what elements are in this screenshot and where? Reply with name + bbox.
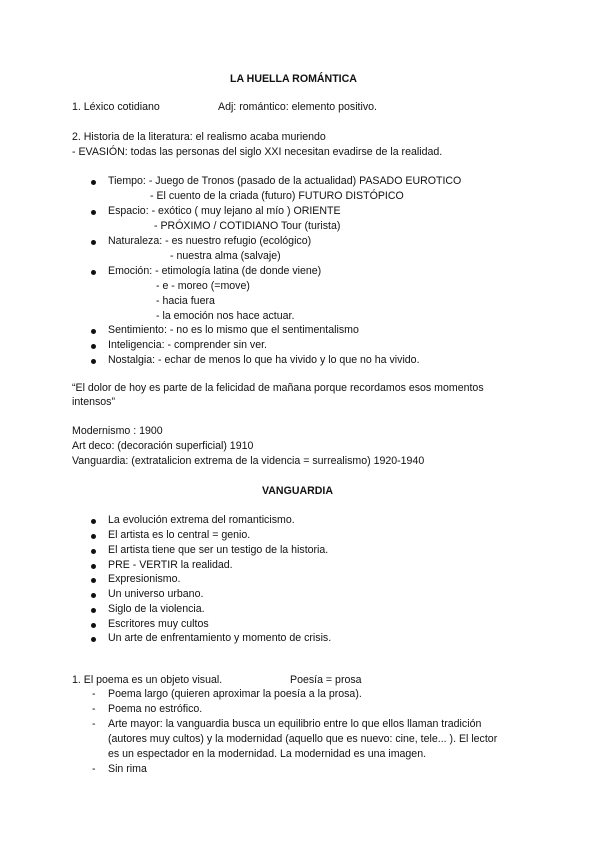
bullet-icon — [91, 637, 96, 642]
bullet-icon — [91, 329, 96, 334]
list-item-nostalgia: Nostalgia: - echar de menos lo que ha vivido y lo que no ha vivido. — [108, 354, 420, 366]
list-subitem: - nuestra alma (salvaje) — [170, 250, 281, 262]
period-vanguardia: Vanguardia: (extratalicion extrema de la videncia = surrealismo) 1920-1940 — [72, 455, 425, 467]
list-item: Escritores muy cultos — [108, 618, 209, 630]
poem-note: Poesía = prosa — [290, 674, 362, 686]
list-item-emocion: Emoción: - etimología latina (de donde viene) — [108, 265, 322, 277]
document-title: LA HUELLA ROMÁNTICA — [230, 73, 357, 85]
list-item: Un universo urbano. — [108, 588, 204, 600]
list-subitem: - hacia fuera — [156, 295, 215, 307]
dash-marker: - — [92, 718, 96, 730]
evasion-line: - EVASIÓN: todas las personas del siglo XXI necesitan evadirse de la realidad. — [72, 146, 443, 158]
list-item: Siglo de la violencia. — [108, 603, 205, 615]
bullet-icon — [91, 240, 96, 245]
dash-marker: - — [92, 688, 96, 700]
list-item: PRE - VERTIR la realidad. — [108, 559, 233, 571]
list-item-espacio: Espacio: - exótico ( muy lejano al mío ) ORIENTE — [108, 205, 341, 217]
dash-marker: - — [92, 763, 96, 775]
section-1-note: Adj: romántico: elemento positivo. — [218, 101, 377, 113]
bullet-icon — [91, 623, 96, 628]
bullet-icon — [91, 593, 96, 598]
quote-line: “El dolor de hoy es parte de la felicidad de mañana porque recordamos esos momentos — [72, 382, 484, 394]
poem-item-continued: es un espectador en la modernidad. La modernidad es una imagen. — [108, 748, 427, 760]
list-item: Expresionismo. — [108, 573, 181, 585]
dash-marker: - — [92, 703, 96, 715]
list-subitem: - El cuento de la criada (futuro) FUTURO DISTÓPICO — [150, 190, 404, 202]
bullet-icon — [91, 344, 96, 349]
bullet-icon — [91, 210, 96, 215]
list-subitem: - e - moreo (=move) — [156, 280, 250, 292]
period-modernismo: Modernismo : 1900 — [72, 425, 163, 437]
list-item: La evolución extrema del romanticismo. — [108, 514, 295, 526]
vanguardia-heading: VANGUARDIA — [262, 485, 334, 497]
poem-item: Arte mayor: la vanguardia busca un equilibrio entre lo que ellos llaman tradición — [108, 718, 482, 730]
list-item: El artista es lo central = genio. — [108, 529, 251, 541]
list-subitem: - la emoción nos hace actuar. — [156, 310, 295, 322]
list-item-inteligencia: Inteligencia: - comprender sin ver. — [108, 339, 267, 351]
poem-item: Poema no estrófico. — [108, 703, 203, 715]
quote-line: intensos” — [72, 396, 115, 408]
bullet-icon — [91, 519, 96, 524]
poem-item-continued: (autores muy cultos) y la modernidad (aquello que es nuevo: cine, tele... ). El lector — [108, 733, 498, 745]
section-2-heading: 2. Historia de la literatura: el realismo acaba muriendo — [72, 131, 326, 143]
list-item-sentimiento: Sentimiento: - no es lo mismo que el sentimentalismo — [108, 324, 359, 336]
bullet-icon — [91, 549, 96, 554]
period-art-deco: Art deco: (decoración superficial) 1910 — [72, 440, 254, 452]
list-item-naturaleza: Naturaleza: - es nuestro refugio (ecológico) — [108, 235, 312, 247]
bullet-icon — [91, 534, 96, 539]
bullet-icon — [91, 359, 96, 364]
list-item: El artista tiene que ser un testigo de la historia. — [108, 544, 329, 556]
poem-item: Sin rima — [108, 763, 147, 775]
list-item-tiempo: Tiempo: - Juego de Tronos (pasado de la actualidad) PASADO EUROTICO — [108, 175, 462, 187]
bullet-icon — [91, 578, 96, 583]
bullet-icon — [91, 270, 96, 275]
section-1-label: 1. Léxico cotidiano — [72, 101, 160, 113]
bullet-icon — [91, 180, 96, 185]
poem-heading: 1. El poema es un objeto visual. — [72, 674, 223, 686]
list-item: Un arte de enfrentamiento y momento de crisis. — [108, 632, 332, 644]
bullet-icon — [91, 608, 96, 613]
bullet-icon — [91, 564, 96, 569]
list-subitem: - PRÓXIMO / COTIDIANO Tour (turista) — [154, 220, 341, 232]
poem-item: Poema largo (quieren aproximar la poesía a la prosa). — [108, 688, 362, 700]
